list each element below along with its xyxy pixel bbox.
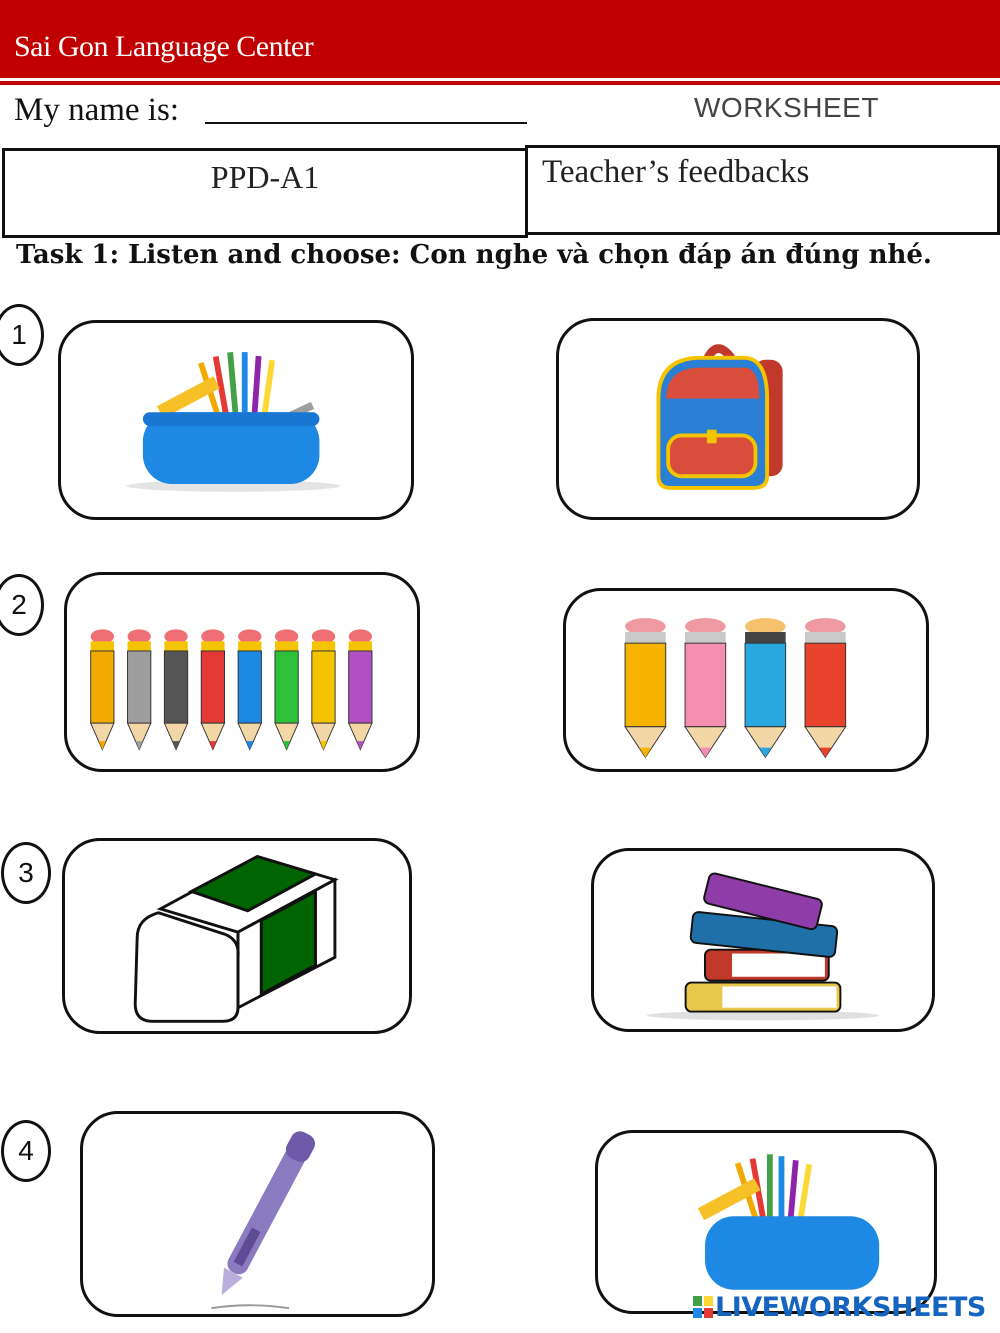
pencil-case-icon: [598, 1133, 934, 1311]
four-colored-pencils-icon: [566, 591, 926, 769]
liveworksheets-logo: [693, 1292, 986, 1323]
pencil-drawing: [275, 629, 298, 749]
question-number-4: 4: [1, 1120, 51, 1182]
backpack-icon: [559, 321, 917, 517]
option-3a-card[interactable]: [62, 838, 412, 1034]
books-stack-icon: [594, 851, 932, 1029]
pencil-drawing: [201, 629, 224, 749]
pencil-drawing: [745, 618, 786, 757]
liveworksheets-logo-icon: [693, 1294, 713, 1316]
eraser-icon: [65, 841, 409, 1031]
option-4b-card[interactable]: [595, 1130, 937, 1314]
center-name: Sai Gon Language Center: [14, 30, 314, 63]
pencil-drawing: [805, 618, 846, 757]
pencil-drawing: [238, 629, 261, 749]
name-label: My name is:: [14, 92, 179, 128]
pencil-drawing: [164, 629, 187, 749]
class-code-box: [2, 148, 528, 238]
pencil-drawing: [349, 629, 372, 749]
worksheet-title: WORKSHEET: [694, 92, 879, 123]
option-2a-card[interactable]: [64, 572, 420, 772]
liveworksheets-logo-text: LIVEWORKSHEETS: [715, 1292, 986, 1323]
question-number-2: 2: [0, 574, 44, 636]
pencil-drawing: [91, 629, 114, 749]
feedback-label: Teacher’s feedbacks: [542, 154, 810, 190]
eight-colored-pencils-icon: [67, 575, 417, 769]
option-1a-card[interactable]: [58, 320, 414, 520]
feedback-box: [525, 145, 1000, 235]
pen-icon: [83, 1114, 432, 1314]
option-4a-card[interactable]: [80, 1111, 435, 1317]
pencil-case-icon: [61, 323, 411, 517]
class-code: PPD-A1: [210, 159, 320, 195]
pencil-drawing: [625, 618, 666, 757]
pencil-drawing: [128, 629, 151, 749]
pencil-drawing: [685, 618, 726, 757]
question-number-1: 1: [0, 304, 44, 366]
task-instruction: Task 1: Listen and choose: Con nghe và chọn đáp án đúng nhé.: [16, 240, 932, 270]
question-number-3: 3: [1, 842, 51, 904]
option-1b-card[interactable]: [556, 318, 920, 520]
option-2b-card[interactable]: [563, 588, 929, 772]
pencil-drawing: [312, 629, 335, 749]
option-3b-card[interactable]: [591, 848, 935, 1032]
name-field[interactable]: [205, 122, 527, 124]
header-divider: [0, 81, 1000, 85]
